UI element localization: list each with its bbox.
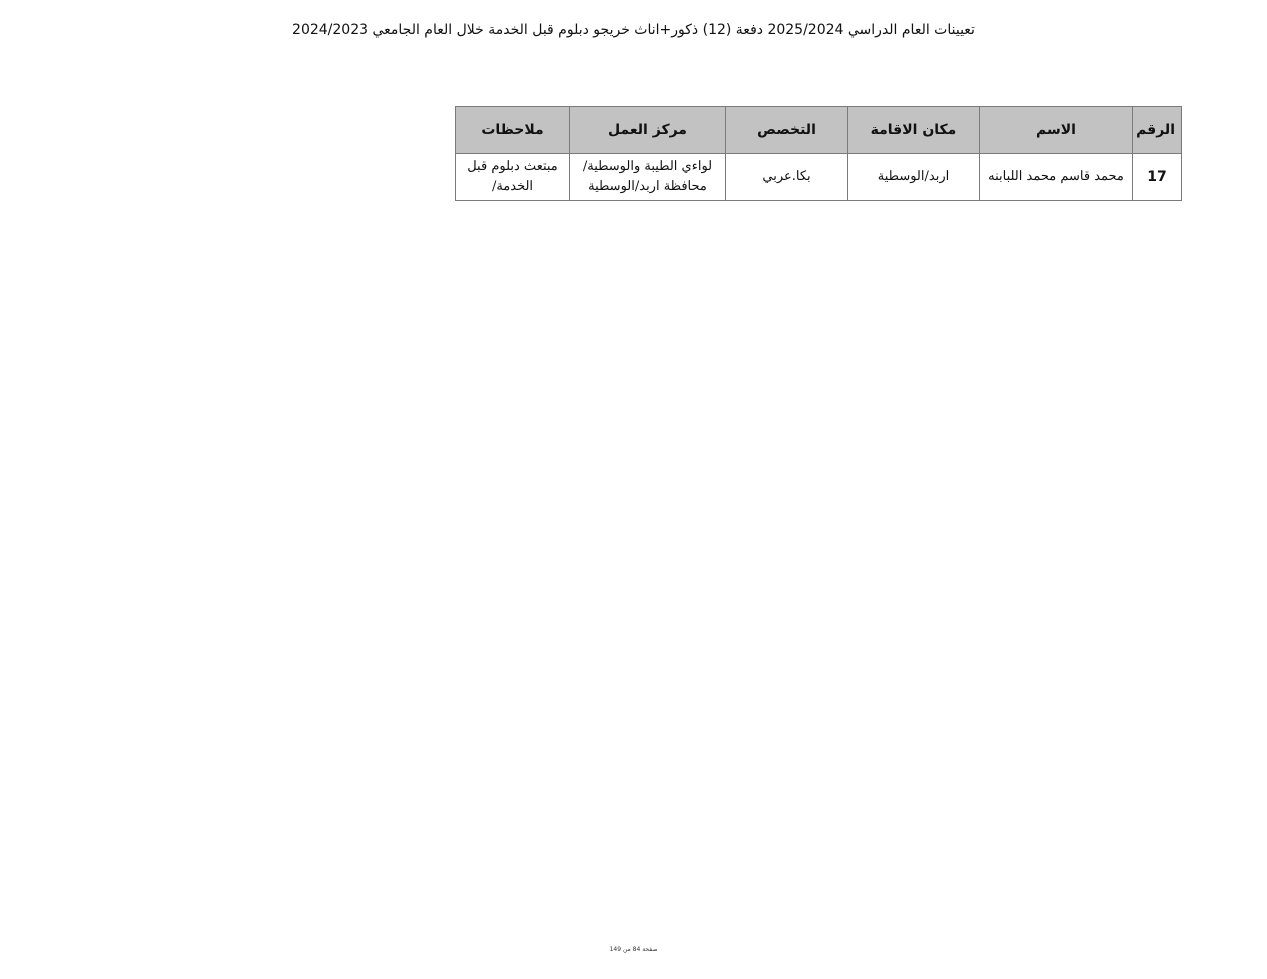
cell-name-text: محمد قاسم محمد اللبابنه	[988, 169, 1124, 184]
table-row	[456, 154, 1182, 201]
cell-name	[980, 154, 1133, 201]
cell-specialization: بكا.عربي	[726, 154, 848, 201]
header-notes: ملاحظات	[456, 107, 570, 154]
page-title: تعيينات العام الدراسي 2025/2024 دفعة (12) ذكور+اناث خريجو دبلوم قبل الخدمة خلال العام الجامعي 2024/2023	[292, 22, 975, 38]
appointments-table	[455, 106, 1182, 201]
header-name: الاسم	[980, 107, 1133, 154]
cell-number: 17	[1133, 154, 1182, 201]
header-number: الرقم	[1133, 107, 1182, 154]
cell-notes	[456, 154, 570, 201]
cell-notes-text: مبتعث دبلوم قبل الخدمة/	[467, 159, 558, 194]
header-residence: مكان الاقامة	[848, 107, 980, 154]
cell-residence: اربد/الوسطية	[848, 154, 980, 201]
header-specialization: التخصص	[726, 107, 848, 154]
page-number-footer: صفحة 84 من 149	[609, 946, 658, 953]
cell-work-center-text: لواءي الطيبة والوسطية/محافظة اربد/الوسطية	[582, 159, 713, 194]
table-header-row	[456, 107, 1182, 154]
cell-work-center	[570, 154, 726, 201]
header-work-center: مركز العمل	[570, 107, 726, 154]
